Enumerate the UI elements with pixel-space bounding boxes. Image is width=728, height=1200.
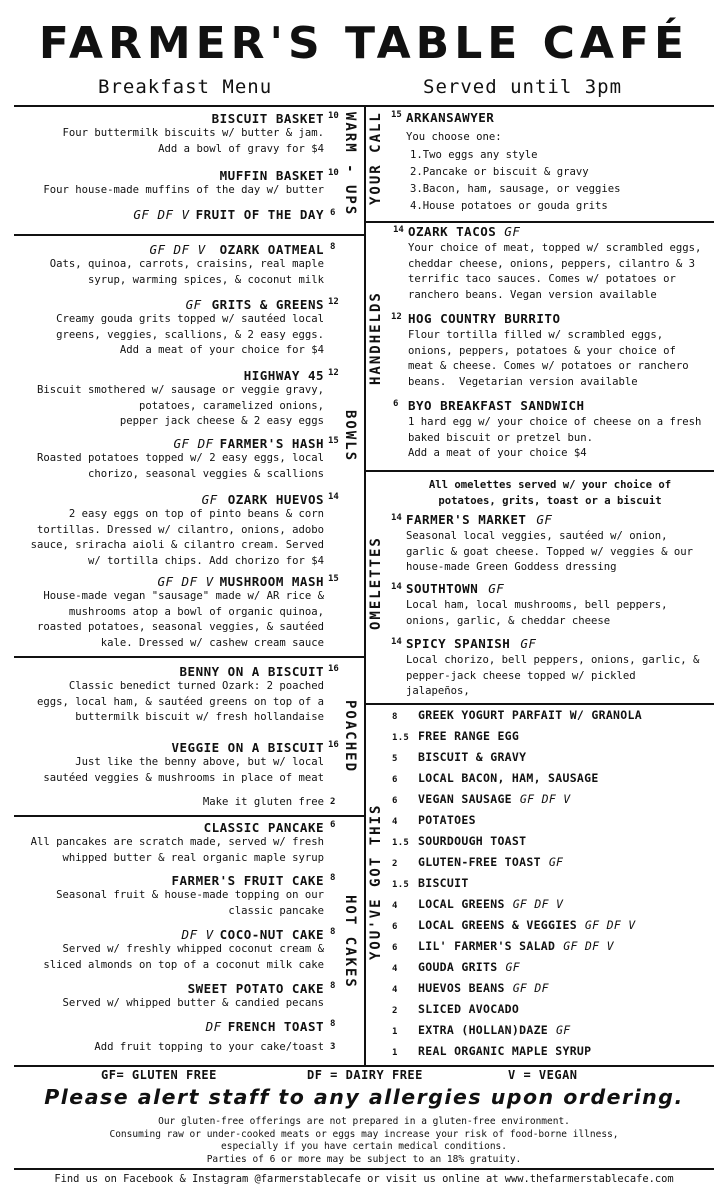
diet-tags: DF V — [181, 927, 214, 942]
allergy-alert: Please alert staff to any allergies upon ordering. — [44, 1085, 684, 1109]
section-label-handhelds: HANDHELDS — [368, 291, 384, 385]
item-price: 1 — [392, 1048, 398, 1058]
menu-subtitle: Breakfast Menu — [98, 76, 273, 98]
item-description: Biscuit smothered w/ sausage or veggie gravy, potatoes, caramelized onions, pepper jack cheese & 2 easy eggs — [36, 384, 324, 427]
item-price: 6 — [330, 820, 336, 830]
item-price: 10 — [328, 111, 339, 121]
diet-tags: GF DF V — [563, 939, 614, 953]
item-price: 1.5 — [392, 838, 410, 848]
item-name: REAL ORGANIC MAPLE SYRUP — [418, 1044, 592, 1058]
item-price: 8 — [330, 242, 336, 252]
menu-item — [408, 224, 526, 239]
item-description: Flour tortilla filled w/ scrambled eggs, onions, peppers, potatoes & your choice of meat & cheese. Comes w/ potatoes or ranchero beans. Vegetarian version available — [408, 329, 689, 388]
diet-tags: GF — [556, 1023, 571, 1037]
item-name: EXTRA (HOLLAN)DAZE — [418, 1023, 549, 1037]
menu-item — [406, 512, 558, 527]
item-price: 2 — [392, 859, 398, 869]
diet-tags: GF DF V — [512, 897, 564, 911]
diet-tags: GF DF V — [149, 242, 206, 257]
menu-item — [14, 574, 324, 651]
menu-item — [14, 492, 324, 569]
item-description: 2 easy eggs on top of pinto beans & corn tortillas. Dressed w/ cilantro, onions, adobo sauce, sriracha aioli & cilantro cream. Served w/ tortilla chips. Add chorizo for $4 — [30, 508, 324, 567]
list-item — [392, 897, 569, 911]
item-price: 14 — [393, 225, 404, 235]
list-item — [392, 834, 526, 848]
item-description: Creamy gouda grits topped w/ sautéed local greens, veggies, scallions, & 2 easy eggs. Add a meat of your choice for $4 — [56, 313, 324, 356]
omelette-note: All omelettes served w/ your choice of potatoes, grits, toast or a biscuit — [428, 479, 672, 507]
item-price: 6 — [392, 922, 398, 932]
item-name: BYO BREAKFAST SANDWICH — [408, 398, 585, 413]
item-price: 12 — [328, 368, 339, 378]
menu-item — [14, 795, 324, 811]
list-item — [392, 1002, 519, 1016]
item-description: All pancakes are scratch made, served w/ fresh whipped butter & real organic maple syrup — [30, 836, 324, 864]
section-label-poached: POACHED — [342, 700, 358, 774]
section-label-your-call: YOUR CALL — [368, 111, 384, 205]
divider — [366, 703, 714, 705]
item-price: 6 — [392, 943, 398, 953]
item-description: Roasted potatoes topped w/ 2 easy eggs, local chorizo, seasonal veggies & scallions — [36, 452, 324, 480]
menu-item — [14, 111, 324, 157]
option-list — [410, 147, 620, 215]
diet-tags: GF DF V — [584, 918, 636, 932]
list-item — [392, 1023, 576, 1037]
menu-item — [14, 436, 324, 482]
item-price: 12 — [391, 312, 402, 322]
menu-item — [406, 636, 542, 651]
section-label-hot-cakes: HOT CAKES — [342, 895, 358, 989]
item-price: 8 — [330, 1019, 336, 1029]
item-description: Served w/ freshly whipped coconut cream & sliced almonds on top of a coconut milk cake — [43, 943, 324, 971]
diet-tags: GF — [536, 512, 553, 527]
item-name: FARMER'S FRUIT CAKE — [171, 873, 324, 888]
item-name: LOCAL GREENS & VEGGIES — [418, 918, 577, 932]
diet-tags: GF DF V — [519, 792, 571, 806]
item-price: 6 — [330, 208, 336, 218]
diet-tags: GF — [201, 492, 218, 507]
item-price: 14 — [391, 637, 402, 647]
item-name: GLUTEN-FREE TOAST — [418, 855, 541, 869]
menu-item — [14, 820, 324, 866]
menu-item — [14, 242, 324, 288]
item-name: FREE RANGE EGG — [418, 729, 520, 743]
diet-tags: GF — [548, 855, 564, 869]
diet-tags: GF — [504, 224, 521, 239]
item-price: 14 — [328, 492, 339, 502]
item-price: 8 — [330, 873, 336, 883]
item-price: 8 — [330, 927, 336, 937]
menu-item — [14, 207, 324, 222]
item-price: 2 — [392, 1006, 398, 1016]
item-name: MUSHROOM MASH — [219, 574, 324, 589]
item-price: 4 — [392, 817, 398, 827]
item-description: Four house-made muffins of the day w/ butter — [43, 184, 324, 196]
item-description: Served w/ whipped butter & candied pecans — [62, 997, 324, 1009]
item-price: 16 — [328, 664, 339, 674]
item-price: 16 — [328, 740, 339, 750]
item-price: 15 — [391, 110, 402, 120]
item-price: 12 — [328, 297, 339, 307]
item-name: SWEET POTATO CAKE — [187, 981, 324, 996]
item-description: Seasonal local veggies, sautéed w/ onion, garlic & goat cheese. Topped w/ veggies & our house-made Green Goddess dressing — [406, 530, 694, 573]
list-item — [392, 750, 526, 764]
diet-tags: GF DF V — [133, 207, 190, 222]
item-price: 4 — [392, 985, 398, 995]
item-name: BISCUIT — [418, 876, 469, 890]
list-item — [392, 918, 642, 932]
item-name: LIL' FARMER'S SALAD — [418, 939, 556, 953]
item-price: 3 — [330, 1042, 336, 1052]
item-name: SLICED AVOCADO — [418, 1002, 520, 1016]
item-name: FARMER'S MARKET — [406, 512, 527, 527]
menu-item — [406, 581, 510, 596]
item-price: 5 — [392, 754, 398, 764]
diet-tags: GF DF V — [157, 574, 214, 589]
menu-item — [14, 168, 324, 199]
section-label-warm-ups: WARM - UPS — [342, 112, 358, 217]
item-name: COCO-NUT CAKE — [219, 927, 324, 942]
legend-v: V = VEGAN — [508, 1068, 578, 1082]
menu-item — [14, 1019, 324, 1034]
item-price: 8 — [392, 712, 398, 722]
item-name: HIGHWAY 45 — [243, 368, 324, 383]
item-price: 6 — [393, 399, 399, 409]
item-name: Add fruit topping to your cake/toast — [94, 1041, 324, 1053]
diet-tags: GF DF — [512, 981, 549, 995]
fine-print: Our gluten-free offerings are not prepared in a gluten-free environment. Consuming raw or under-cooked meats or eggs may increase your risk of food-borne illness, especially if you have certain medical conditions. Parties of 6 or more may be subject to an 18% gratuity. — [109, 1116, 619, 1165]
item-name: VEGGIE ON A BISCUIT — [171, 740, 324, 755]
diet-tags: GF — [505, 960, 520, 974]
diet-tags: GF — [488, 581, 505, 596]
section-label-omelettes: OMELETTES — [368, 536, 384, 630]
list-item — [392, 876, 469, 890]
list-item — [392, 729, 519, 743]
item-description: Four buttermilk biscuits w/ butter & jam. Add a bowl of gravy for $4 — [62, 127, 324, 155]
social-links: Find us on Facebook & Instagram @farmerstablecafe or visit us online at www.thefarmerstablecafe.com — [54, 1173, 674, 1185]
section-label-bowls: BOWLS — [342, 410, 358, 463]
item-description: Local chorizo, bell peppers, onions, garlic, & pepper-jack cheese topped w/ pickled jalapeños, — [406, 654, 700, 697]
item-name: FRUIT OF THE DAY — [195, 207, 324, 222]
section-label-youve-got-this: YOU'VE GOT THIS — [368, 803, 384, 960]
item-description: Seasonal fruit & house-made topping on our classic pancake — [56, 889, 324, 917]
item-name: GRITS & GREENS — [211, 297, 324, 312]
menu-item — [14, 740, 324, 786]
option-item: 2.Pancake or biscuit & gravy — [410, 166, 589, 178]
item-name: SOUTHTOWN — [406, 581, 479, 596]
center-divider — [364, 105, 366, 1067]
option-item: 4.House potatoes or gouda grits — [410, 200, 608, 212]
menu-item — [14, 664, 324, 726]
option-item: 1.Two eggs any style — [410, 149, 538, 161]
item-price: 10 — [328, 168, 339, 178]
item-name: GOUDA GRITS — [418, 960, 498, 974]
list-item — [392, 708, 642, 722]
item-name: SPICY SPANISH — [406, 636, 511, 651]
item-name: CLASSIC PANCAKE — [203, 820, 324, 835]
item-name: MUFFIN BASKET — [219, 168, 324, 183]
item-name: FARMER'S HASH — [219, 436, 324, 451]
item-price: 6 — [392, 796, 398, 806]
item-price: 14 — [391, 582, 402, 592]
item-name: OZARK HUEVOS — [227, 492, 324, 507]
menu-item — [14, 1040, 324, 1056]
list-item — [392, 981, 555, 995]
item-name: LOCAL BACON, HAM, SAUSAGE — [418, 771, 599, 785]
item-price: 4 — [392, 901, 398, 911]
item-price: 15 — [328, 436, 339, 446]
item-name: GREEK YOGURT PARFAIT W/ GRANOLA — [418, 708, 642, 722]
list-item — [392, 939, 620, 953]
item-name: HOG COUNTRY BURRITO — [408, 311, 561, 326]
item-price: 8 — [330, 981, 336, 991]
item-description: Your choice of meat, topped w/ scrambled eggs, cheddar cheese, onions, peppers, cilantro & 3 terrific taco sauces. Comes w/ potatoes or ranchero beans. Vegan version available — [408, 242, 702, 301]
item-name: BISCUIT & GRAVY — [418, 750, 527, 764]
item-price: 4 — [392, 964, 398, 974]
list-item — [392, 771, 599, 785]
item-name: VEGAN SAUSAGE — [418, 792, 512, 806]
item-name: BENNY ON A BISCUIT — [179, 664, 324, 679]
item-description: Just like the benny above, but w/ local sautéed veggies & mushrooms in place of meat — [43, 756, 324, 784]
menu-item — [14, 873, 324, 919]
item-name: Make it gluten free — [202, 796, 324, 808]
item-name: HUEVOS BEANS — [418, 981, 505, 995]
item-name: OZARK OATMEAL — [219, 242, 324, 257]
item-price: 1 — [392, 1027, 398, 1037]
item-name: POTATOES — [418, 813, 476, 827]
item-description: 1 hard egg w/ your choice of cheese on a fresh baked biscuit or pretzel bun. Add a meat of your choice $4 — [408, 416, 702, 459]
option-item: 3.Bacon, ham, sausage, or veggies — [410, 183, 621, 195]
item-name: ARKANSAWYER — [406, 110, 495, 125]
list-item — [392, 792, 577, 806]
item-price: 1.5 — [392, 880, 410, 890]
list-item — [392, 960, 526, 974]
item-price: 14 — [391, 513, 402, 523]
item-name: BISCUIT BASKET — [211, 111, 324, 126]
item-price: 6 — [392, 775, 398, 785]
page-title: FARMER'S TABLE CAFÉ — [38, 18, 690, 69]
menu-item — [14, 297, 324, 359]
served-until: Served until 3pm — [423, 76, 623, 98]
diet-tags: GF DF — [173, 436, 214, 451]
item-name: OZARK TACOS — [408, 224, 497, 239]
legend-df: DF = DAIRY FREE — [307, 1068, 423, 1082]
diet-tags: GF — [520, 636, 537, 651]
divider — [366, 470, 714, 472]
item-description: Local ham, local mushrooms, bell peppers, onions, garlic, & cheddar cheese — [406, 599, 668, 627]
item-price: 2 — [330, 797, 336, 807]
item-description: Oats, quinoa, carrots, craisins, real maple syrup, warming spices, & coconut milk — [49, 258, 324, 286]
item-intro: You choose one: — [406, 131, 502, 143]
list-item — [392, 813, 476, 827]
menu-item — [14, 927, 324, 973]
item-name: SOURDOUGH TOAST — [418, 834, 527, 848]
item-price: 1.5 — [392, 733, 410, 743]
diet-tags: DF — [205, 1019, 222, 1034]
item-name: FRENCH TOAST — [227, 1019, 324, 1034]
legend-gf: GF= GLUTEN FREE — [101, 1068, 217, 1082]
divider — [366, 221, 714, 223]
list-item — [392, 1044, 591, 1058]
list-item — [392, 855, 569, 869]
item-description: Classic benedict turned Ozark: 2 poached eggs, local ham, & sautéed greens on top of a buttermilk biscuit w/ fresh hollandaise — [36, 680, 324, 723]
item-price: 15 — [328, 574, 339, 584]
menu-item — [14, 368, 324, 430]
item-description: House-made vegan "sausage" made w/ AR rice & mushrooms atop a bowl of organic quinoa, roasted potatoes, seasonal veggies, & sautéed kale. Dressed w/ cashew cream sauce — [36, 590, 324, 649]
diet-tags: GF — [185, 297, 202, 312]
item-name: LOCAL GREENS — [418, 897, 505, 911]
menu-item — [14, 981, 324, 1012]
